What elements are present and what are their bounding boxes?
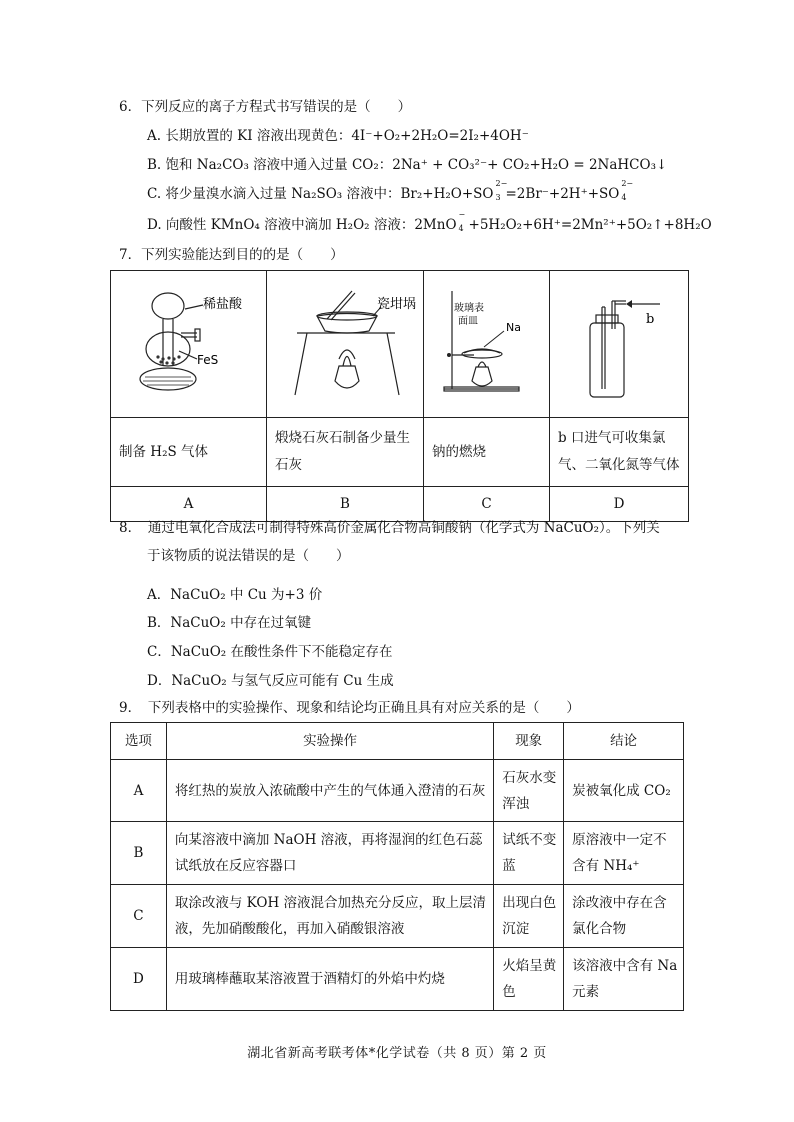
q9-row-a-option: A bbox=[111, 760, 167, 822]
q9-row-c-operation: 取涂改液与 KOH 溶液混合加热充分反应，取上层清液，先加硝酸酸化，再加入硝酸银溶液 bbox=[166, 885, 493, 948]
table-row bbox=[111, 948, 684, 1011]
mno4-fraction: − 4 bbox=[458, 210, 466, 233]
crucible-heating-image bbox=[267, 271, 423, 413]
sodium-burning-image bbox=[424, 271, 549, 413]
q7-label-b: B bbox=[267, 487, 424, 522]
q9-row-b-conclusion: 原溶液中一定不含有 NH₄⁺ bbox=[564, 822, 684, 885]
q9-row-b-phenomenon: 试纸不变蓝 bbox=[494, 822, 564, 885]
q6-d-text-1: D. 向酸性 KMnO₄ 溶液中滴加 H₂O₂ 溶液：2MnO bbox=[147, 217, 457, 233]
q6-option-a: A. 长期放置的 KI 溶液出现黄色：4I⁻+O₂+2H₂O=2I₂+4OH⁻ bbox=[147, 128, 529, 144]
q9-row-b-option: B bbox=[111, 822, 167, 885]
q7-image-a bbox=[111, 271, 267, 418]
q9-row-b-operation: 向某溶液中滴加 NaOH 溶液，再将湿润的红色石蕊试纸放在反应容器口 bbox=[166, 822, 493, 885]
gas-collection-bottle-image bbox=[550, 271, 688, 413]
q8-stem-line-2: 于该物质的说法错误的是（ ） bbox=[147, 548, 350, 564]
q7-stem: 7．下列实验能达到目的的是（ ） bbox=[119, 247, 344, 263]
q9-stem: 9． 下列表格中的实验操作、现象和结论均正确且具有对应关系的是（ ） bbox=[119, 700, 580, 716]
q9-row-d-conclusion: 该溶液中含有 Na 元素 bbox=[564, 948, 684, 1011]
q8-option-b: B．NaCuO₂ 中存在过氧键 bbox=[147, 615, 312, 631]
q9-header-operation: 实验操作 bbox=[166, 723, 493, 760]
q6-option-c bbox=[147, 179, 634, 202]
q7-label-c: C bbox=[424, 487, 550, 522]
table-row bbox=[111, 822, 684, 885]
q8-stem-line-1: 8． 通过电氧化合成法可制得特殊高价金属化合物高铜酸钠（化学式为 NaCuO₂）。下列关 bbox=[119, 520, 660, 536]
label-b-port: b bbox=[646, 312, 655, 327]
q6-c-text-2: =2Br⁻+2H⁺+SO bbox=[505, 186, 620, 202]
q9-row-d-operation: 用玻璃棒蘸取某溶液置于酒精灯的外焰中灼烧 bbox=[166, 948, 493, 1011]
q7-table bbox=[110, 270, 689, 522]
q7-image-d bbox=[550, 271, 689, 418]
table-row bbox=[111, 885, 684, 948]
q9-row-a-conclusion: 炭被氧化成 CO₂ bbox=[564, 760, 684, 822]
so3-fraction: 2− 3 bbox=[495, 179, 508, 202]
label-porcelain-crucible: 瓷坩埚 bbox=[377, 297, 417, 312]
q7-label-a: A bbox=[111, 487, 267, 522]
q9-row-d-phenomenon: 火焰呈黄色 bbox=[494, 948, 564, 1011]
q6-c-text-1: C. 将少量溴水滴入过量 Na₂SO₃ 溶液中：Br₂+H₂O+SO bbox=[147, 186, 494, 202]
q9-row-c-phenomenon: 出现白色沉淀 bbox=[494, 885, 564, 948]
q9-row-a-phenomenon: 石灰水变浑浊 bbox=[494, 760, 564, 822]
label-dilute-hcl: 稀盐酸 bbox=[203, 297, 243, 312]
q6-option-d bbox=[147, 210, 712, 233]
q9-header-option: 选项 bbox=[111, 723, 167, 760]
label-fes: FeS bbox=[197, 353, 219, 367]
q9-row-c-option: C bbox=[111, 885, 167, 948]
q7-image-c bbox=[424, 271, 550, 418]
q7-label-d: D bbox=[550, 487, 689, 522]
label-na: Na bbox=[506, 321, 521, 334]
label-watch-glass-1: 玻璃表 bbox=[454, 303, 484, 314]
q9-row-c-conclusion: 涂改液中存在含氯化合物 bbox=[564, 885, 684, 948]
q7-cell-b: 煅烧石灰石制备少量生石灰 bbox=[267, 418, 424, 487]
q6-d-text-2: +5H₂O₂+6H⁺=2Mn²⁺+5O₂↑+8H₂O bbox=[468, 217, 712, 233]
q8-option-d: D．NaCuO₂ 与氢气反应可能有 Cu 生成 bbox=[147, 673, 394, 689]
q9-row-d-option: D bbox=[111, 948, 167, 1011]
q7-cell-c: 钠的燃烧 bbox=[424, 418, 550, 487]
q9-header-phenomenon: 现象 bbox=[494, 723, 564, 760]
q6-stem: 6．下列反应的离子方程式书写错误的是（ ） bbox=[119, 99, 412, 115]
q7-cell-d: b 口进气可收集氯气、二氧化氮等气体 bbox=[550, 418, 689, 487]
q6-option-b: B. 饱和 Na₂CO₃ 溶液中通入过量 CO₂：2Na⁺ + CO₃²⁻+ CO₂+H₂O = 2NaHCO₃↓ bbox=[147, 157, 668, 173]
q7-image-b bbox=[267, 271, 424, 418]
q8-option-a: A．NaCuO₂ 中 Cu 为+3 价 bbox=[147, 587, 323, 603]
q9-header-conclusion: 结论 bbox=[564, 723, 684, 760]
kipp-apparatus-image bbox=[111, 271, 266, 413]
table-row bbox=[111, 760, 684, 822]
page-footer: 湖北省新高考联考体*化学试卷（共 8 页）第 2 页 bbox=[247, 1046, 547, 1061]
q7-cell-a: 制备 H₂S 气体 bbox=[111, 418, 267, 487]
q9-row-a-operation: 将红热的炭放入浓硫酸中产生的气体通入澄清的石灰 bbox=[166, 760, 493, 822]
q9-table bbox=[110, 722, 684, 1011]
q8-option-c: C．NaCuO₂ 在酸性条件下不能稳定存在 bbox=[147, 644, 393, 660]
so4-fraction: 2− 4 bbox=[621, 179, 634, 202]
label-watch-glass-2: 面皿 bbox=[458, 316, 478, 327]
